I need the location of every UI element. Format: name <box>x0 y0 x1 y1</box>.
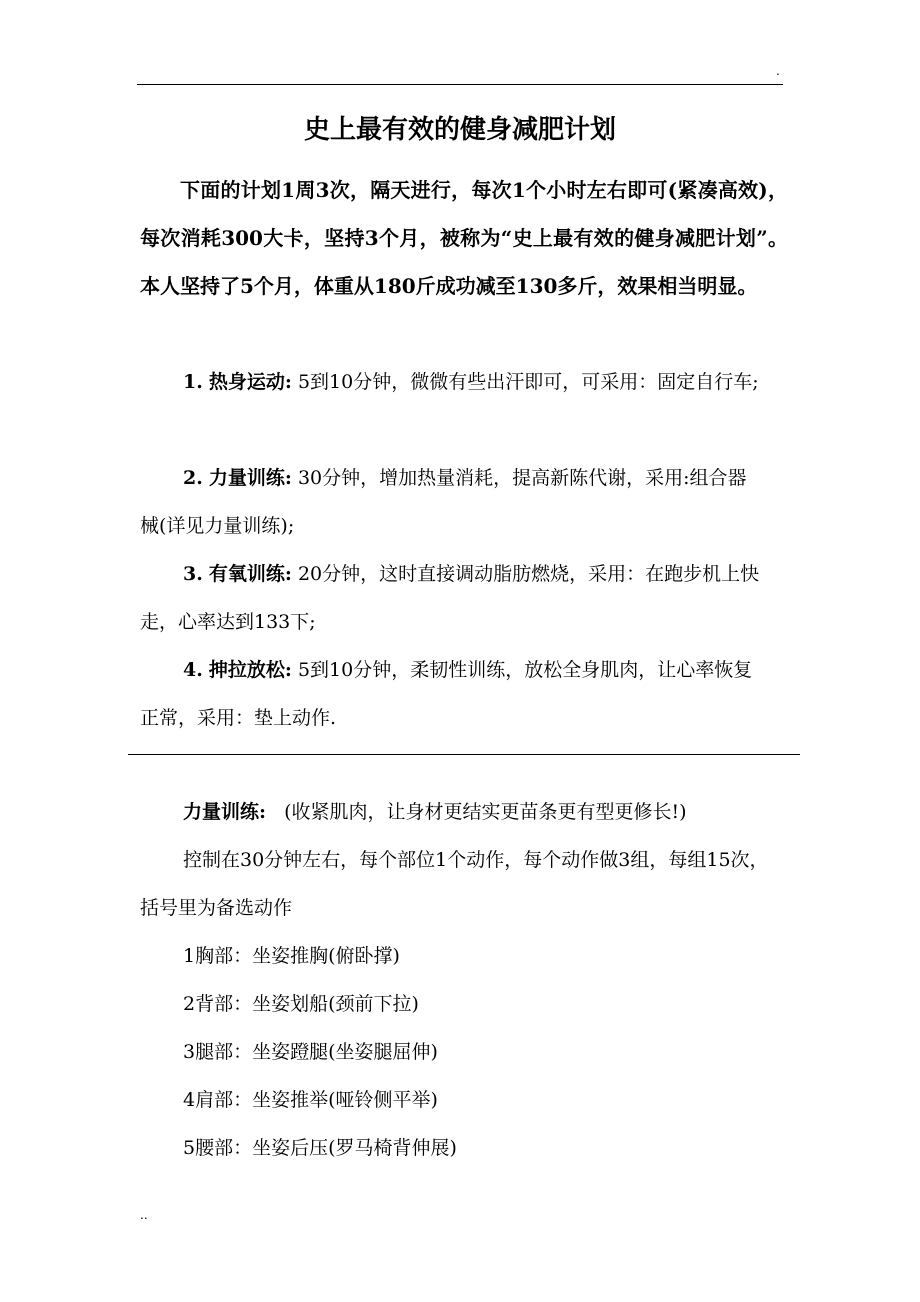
step-number: 3. <box>183 563 203 585</box>
step-number: 4. <box>183 659 203 681</box>
step-number: 2. <box>183 467 203 489</box>
strength-intro: 控制在30分钟左右，每个部位1个动作，每个动作做3组，每组15次，括号里为备选动作 <box>140 849 769 919</box>
exercise-item-shoulders: 4肩部：坐姿推举(哑铃侧平举) <box>183 1089 438 1111</box>
footer-dots: .. <box>140 1208 148 1222</box>
exercise-item-back: 2背部：坐姿划船(颈前下拉) <box>183 993 419 1015</box>
step-text: 5到10分钟，微微有些出汗即可，可采用：固定自行车; <box>291 371 759 393</box>
exercise-item-legs: 3腿部：坐姿蹬腿(坐姿腿屈伸) <box>183 1041 438 1063</box>
header-dot: . <box>776 64 780 78</box>
step-4 <box>140 646 764 742</box>
intro-paragraph: 下面的计划1周3次，隔天进行，每次1个小时左右即可(紧凑高效)，每次消耗300大卡，坚持3个月，被称为“史上最有效的健身减肥计划”。本人坚持了5个月，体重从180斤成功减至130多斤，效果相当明显。 <box>140 178 788 298</box>
step-number: 1. <box>183 371 203 393</box>
exercise-item-waist: 5腰部：坐姿后压(罗马椅背伸展) <box>183 1137 457 1159</box>
step-3 <box>140 550 764 646</box>
header-rule <box>137 84 783 85</box>
step-keyword: 抻拉放松: <box>208 659 292 681</box>
step-2 <box>140 454 764 550</box>
step-keyword: 力量训练: <box>208 467 292 489</box>
strength-heading-line <box>140 788 780 836</box>
strength-heading: 力量训练: <box>183 801 267 823</box>
document-title: 史上最有效的健身减肥计划 <box>303 115 616 145</box>
step-text: 20分钟，这时直接调动脂肪燃烧，采用：在跑步机上快走，心率达到133下; <box>140 563 760 633</box>
section-divider <box>128 754 800 755</box>
step-keyword: 热身运动: <box>208 371 292 393</box>
step-keyword: 有氧训练: <box>208 563 292 585</box>
exercise-item-chest: 1胸部：坐姿推胸(俯卧撑) <box>183 945 400 967</box>
step-1 <box>140 358 764 406</box>
strength-heading-note: (收紧肌肉，让身材更结实更苗条更有型更修长!) <box>266 801 687 823</box>
step-text: 5到10分钟，柔韧性训练，放松全身肌肉，让心率恢复正常，采用：垫上动作. <box>140 659 753 729</box>
step-text: 30分钟，增加热量消耗，提高新陈代谢，采用:组合器械(详见力量训练); <box>140 467 747 537</box>
